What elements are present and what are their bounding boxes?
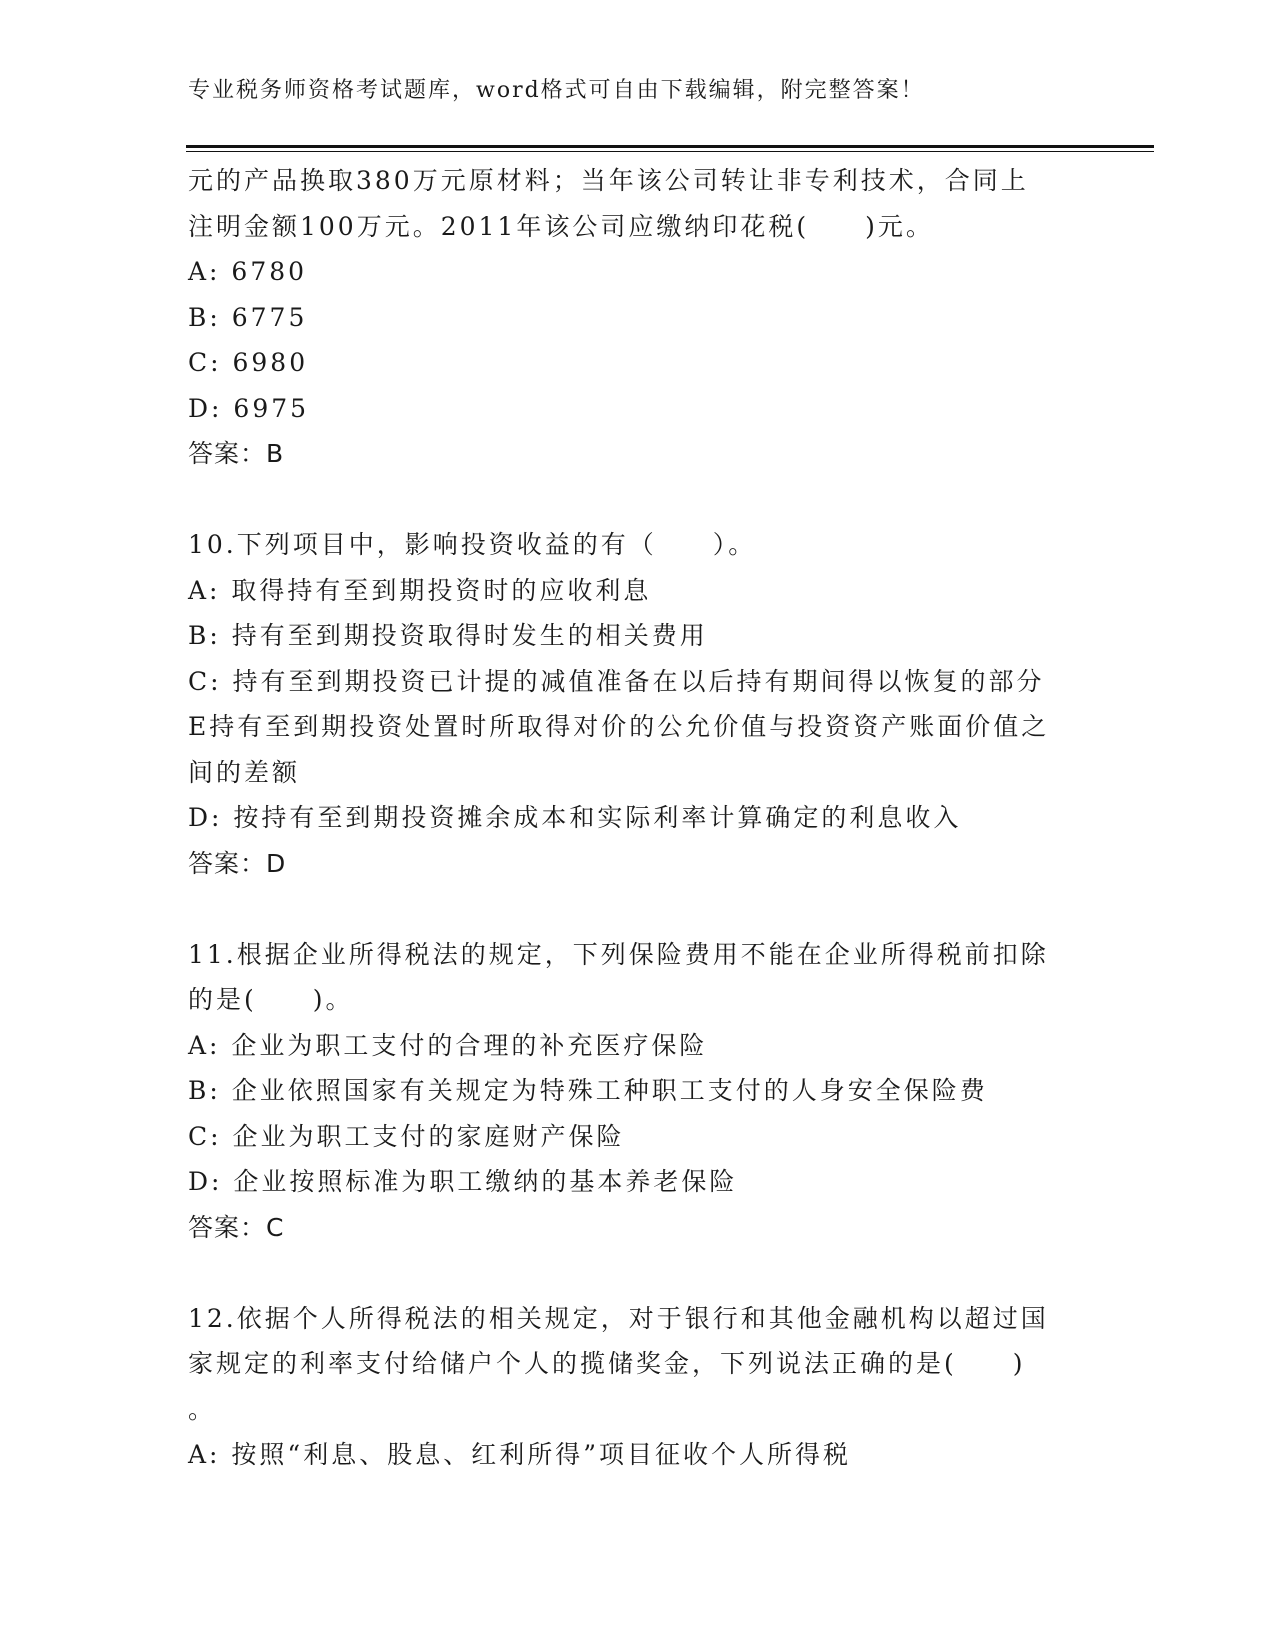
header-rule-thick xyxy=(186,145,1154,148)
question-11-answer: 答案：C xyxy=(188,1212,285,1242)
question-11 xyxy=(188,932,1148,1251)
spacer xyxy=(188,1250,1148,1296)
question-10-answer: 答案：D xyxy=(188,848,287,878)
question-12-stem-line-2: 家规定的利率支付给储户个人的揽储奖金，下列说法正确的是( ) xyxy=(188,1349,1026,1378)
question-9-stem-line-2: 注明金额100万元。2011年该公司应缴纳印花税( )元。 xyxy=(188,211,934,241)
question-11-option-c: C: 企业为职工支付的家庭财产保险 xyxy=(188,1121,625,1151)
question-11-option-b: B: 企业依照国家有关规定为特殊工种职工支付的人身安全保险费 xyxy=(188,1076,988,1105)
question-10-option-b: B: 持有至到期投资取得时发生的相关费用 xyxy=(188,621,708,650)
question-10-stem: 10.下列项目中，影响投资收益的有（ ）。 xyxy=(188,530,757,559)
question-10-option-d: D: 按持有至到期投资摊余成本和实际利率计算确定的利息收入 xyxy=(188,803,962,832)
question-12-option-a: A: 按照“利息、股息、红利所得”项目征收个人所得税 xyxy=(188,1440,851,1469)
page-header: 专业税务师资格考试题库，word格式可自由下载编辑，附完整答案！ xyxy=(188,78,925,103)
question-9-stem-line-1: 元的产品换取380万元原材料；当年该公司转让非专利技术，合同上 xyxy=(188,166,1029,195)
question-9-option-a: A: 6780 xyxy=(188,257,308,286)
header-rule-thin xyxy=(186,151,1154,152)
question-9-option-d: D: 6975 xyxy=(188,393,310,423)
question-10 xyxy=(188,522,1148,886)
question-11-stem-line-2: 的是( )。 xyxy=(188,985,354,1014)
question-9-option-c: C: 6980 xyxy=(188,348,309,377)
question-12 xyxy=(188,1296,1148,1478)
spacer xyxy=(188,477,1148,523)
question-10-option-e-line-1: E持有至到期投资处置时所取得对价的公允价值与投资资产账面价值之 xyxy=(188,712,1050,741)
question-10-option-e-line-2: 间的差额 xyxy=(188,757,301,787)
question-12-stem-line-1: 12.依据个人所得税法的相关规定，对于银行和其他金融机构以超过国 xyxy=(188,1303,1049,1333)
question-9-answer: 答案：B xyxy=(188,439,285,468)
spacer xyxy=(188,886,1148,932)
question-11-option-a: A: 企业为职工支付的合理的补充医疗保险 xyxy=(188,1030,708,1060)
question-9-option-b: B: 6775 xyxy=(188,302,308,332)
document-body xyxy=(188,158,1148,1478)
question-10-option-a: A: 取得持有至到期投资时的应收利息 xyxy=(188,575,652,605)
question-9 xyxy=(188,158,1148,477)
question-10-option-c: C: 持有至到期投资已计提的减值准备在以后持有期间得以恢复的部分 xyxy=(188,666,1045,696)
question-11-option-d: D: 企业按照标准为职工缴纳的基本养老保险 xyxy=(188,1167,738,1196)
question-11-stem-line-1: 11.根据企业所得税法的规定，下列保险费用不能在企业所得税前扣除 xyxy=(188,939,1049,969)
question-12-stem-line-3: 。 xyxy=(188,1394,217,1424)
